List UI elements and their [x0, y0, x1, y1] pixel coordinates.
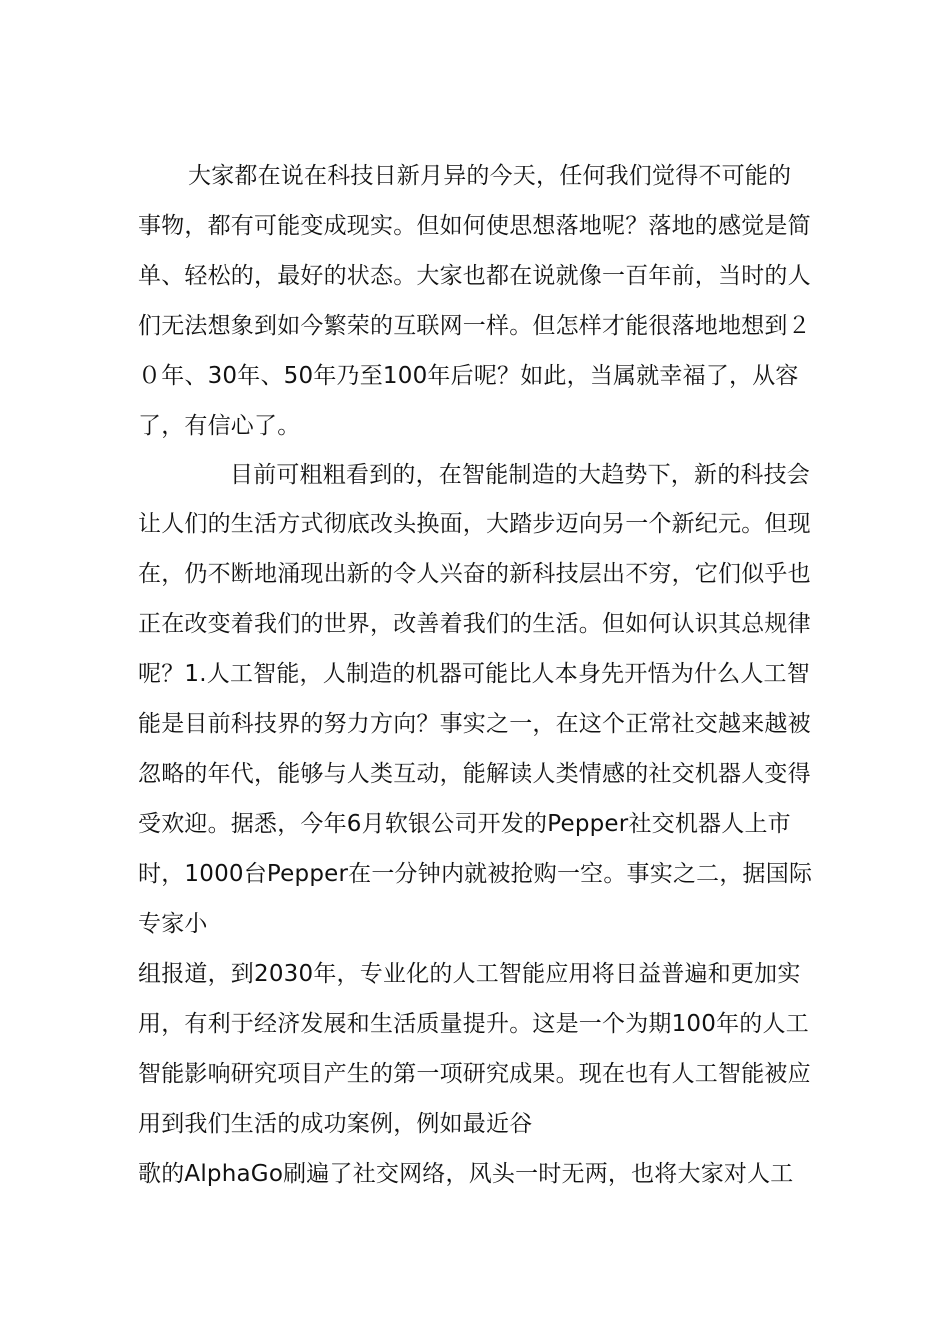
text-line: 能是目前科技界的努力方向？事实之一，在这个正常社交越来越被: [138, 711, 811, 737]
text-line: 正在改变着我们的世界，改善着我们的生活。但如何认识其总规律: [138, 611, 811, 637]
text-line: 时，1000台Pepper在一分钟内就被抢购一空。事实之二，据国际: [138, 861, 813, 887]
text-line: ０年、30年、50年乃至100年后呢？如此，当属就幸福了，从容: [138, 363, 799, 389]
text-line: 在，仍不断地涌现出新的令人兴奋的新科技层出不穷，它们似乎也: [138, 561, 811, 587]
text-line: 事物，都有可能变成现实。但如何使思想落地呢？落地的感觉是简: [138, 213, 811, 239]
text-line: 用，有利于经济发展和生活质量提升。这是一个为期100年的人工: [138, 1011, 809, 1037]
text-line: 目前可粗粗看到的，在智能制造的大趋势下，新的科技会: [230, 462, 810, 488]
text-line: 用到我们生活的成功案例，例如最近谷: [138, 1111, 533, 1137]
text-line: 专家小: [138, 911, 208, 937]
text-line: 让人们的生活方式彻底改头换面，大踏步迈向另一个新纪元。但现: [138, 511, 811, 537]
text-line: 单、轻松的，最好的状态。大家也都在说就像一百年前，当时的人: [138, 263, 811, 289]
text-line: 了，有信心了。: [138, 413, 301, 439]
text-line: 大家都在说在科技日新月异的今天，任何我们觉得不可能的: [188, 163, 792, 189]
text-line: 智能影响研究项目产生的第一项研究成果。现在也有人工智能被应: [138, 1061, 811, 1087]
text-line: 受欢迎。据悉，今年6月软银公司开发的Pepper社交机器人上市: [138, 811, 791, 837]
text-line: 忽略的年代，能够与人类互动，能解读人类情感的社交机器人变得: [138, 761, 811, 787]
text-line: 组报道，到2030年，专业化的人工智能应用将日益普遍和更加实: [138, 961, 801, 987]
text-line: 们无法想象到如今繁荣的互联网一样。但怎样才能很落地地想到２: [138, 313, 811, 339]
text-line: 歌的AlphaGo刷遍了社交网络，风头一时无两，也将大家对人工: [138, 1161, 794, 1187]
text-line: 呢？1.人工智能，人制造的机器可能比人本身先开悟为什么人工智: [138, 661, 810, 687]
